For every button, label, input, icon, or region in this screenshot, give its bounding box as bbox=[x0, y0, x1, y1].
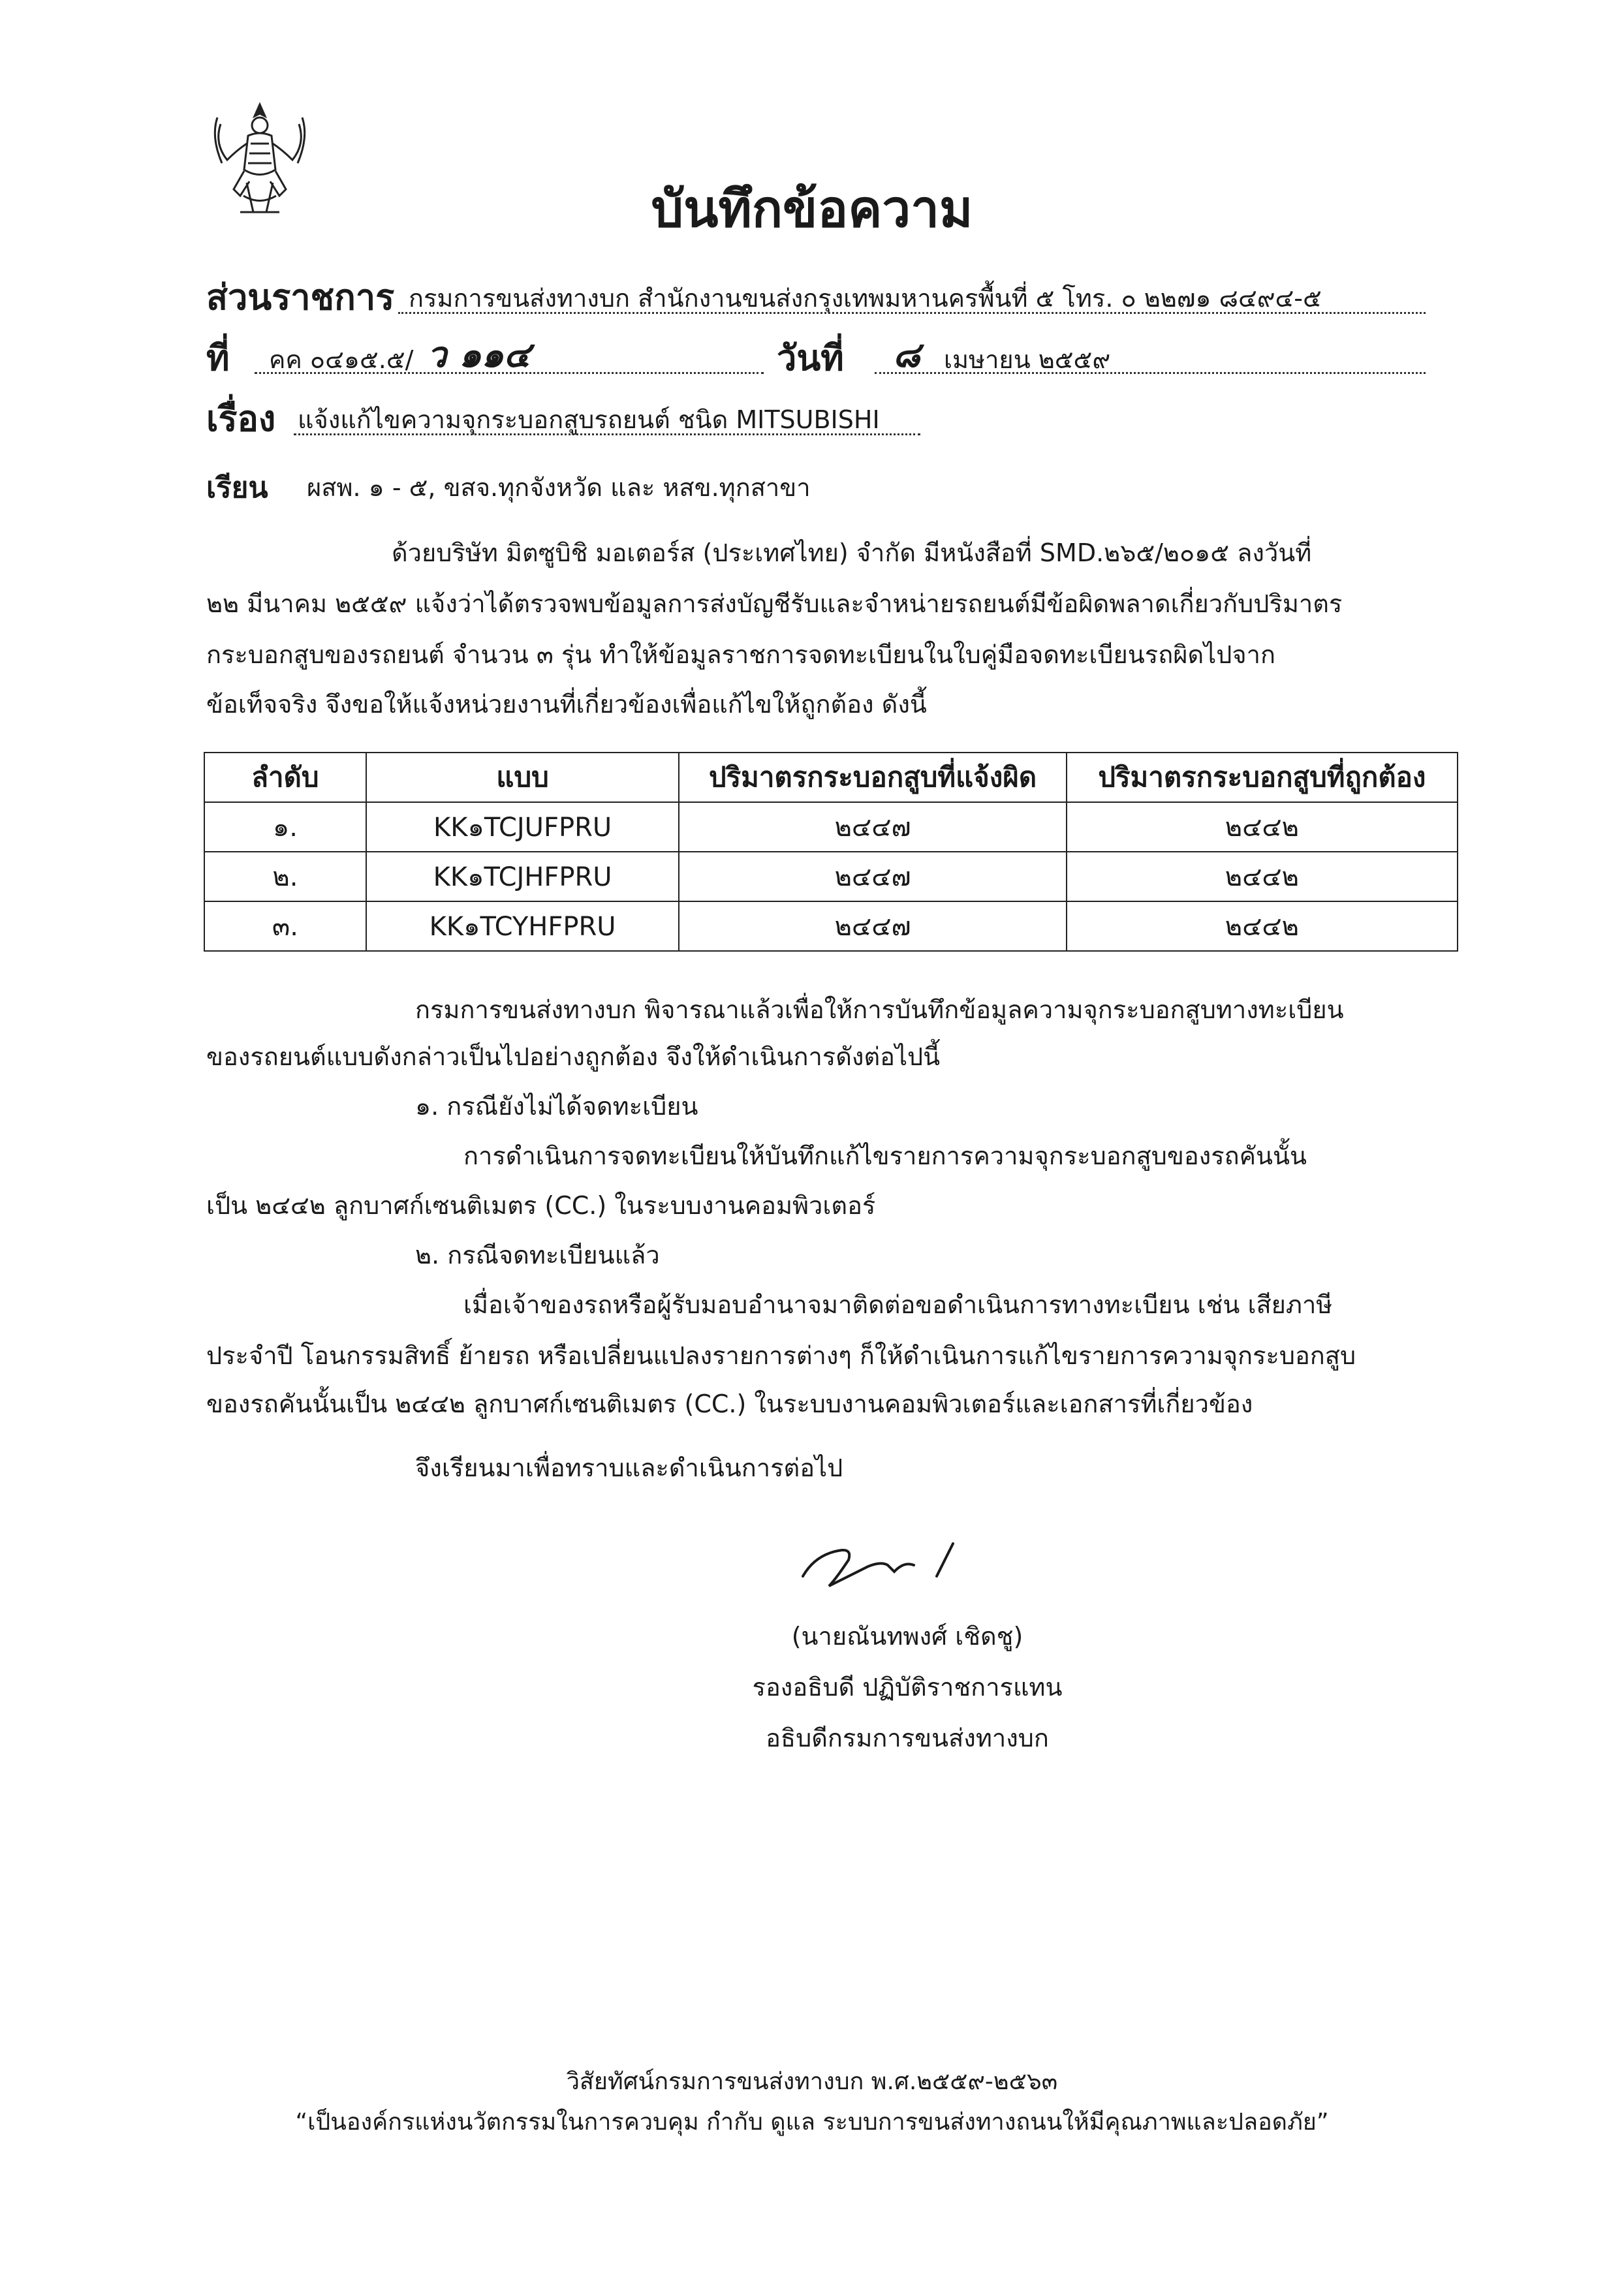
date-label: วันที่ bbox=[777, 337, 844, 379]
ref-dotted-line bbox=[255, 372, 764, 374]
column-header-model: แบบ bbox=[366, 753, 679, 802]
footer-slogan: “เป็นองค์กรแห่งนวัตกรรมในการควบคุม กำกับ ดูแล ระบบการขนส่งทางถนนให้มีคุณภาพและปลอดภัย” bbox=[295, 2109, 1329, 2136]
case2-line2: ประจำปี โอนกรรมสิทธิ์ ย้ายรถ หรือเปลี่ยนแปลงรายการต่างๆ ก็ให้ดำเนินการแก้ไขรายการความจุกระบอกสูบ bbox=[206, 1341, 1356, 1370]
case1-heading: ๑. กรณียังไม่ได้จดทะเบียน bbox=[415, 1092, 698, 1121]
para1-line3: กระบอกสูบของรถยนต์ จำนวน ๓ รุ่น ทำให้ข้อมูลราชการจดทะเบียนในใบคู่มือจดทะเบียนรถผิดไปจาก bbox=[206, 640, 1275, 669]
subject-dotted-line bbox=[294, 433, 920, 435]
column-header-order: ลำดับ bbox=[204, 753, 366, 802]
subject-value: แจ้งแก้ไขความจุกระบอกสูบรถยนต์ ชนิด MITSUBISHI bbox=[298, 405, 880, 434]
table-cell-wrong-capacity: ๒๔๔๗ bbox=[679, 852, 1066, 901]
signatory-name: (นายณันทพงศ์ เชิดชู) bbox=[791, 1622, 1023, 1651]
case2-line3: ของรถคันนั้นเป็น ๒๔๔๒ ลูกบาศก์เซนติเมตร (CC.) ในระบบงานคอมพิวเตอร์และเอกสารที่เกี่ยวข้อง bbox=[206, 1390, 1253, 1418]
date-dotted-line bbox=[875, 372, 1426, 374]
column-header-correct-capacity: ปริมาตรกระบอกสูบที่ถูกต้อง bbox=[1067, 753, 1458, 802]
date-value: เมษายน ๒๕๕๙ bbox=[944, 345, 1111, 374]
table-cell-wrong-capacity: ๒๔๔๗ bbox=[679, 901, 1066, 951]
subject-label: เรื่อง bbox=[206, 398, 276, 439]
date-handwritten-day: ๘ bbox=[893, 334, 920, 375]
closing-text: จึงเรียนมาเพื่อทราบและดำเนินการต่อไป bbox=[415, 1454, 843, 1482]
para2-line2: ของรถยนต์แบบดังกล่าวเป็นไปอย่างถูกต้อง จึงให้ดำเนินการดังต่อไปนี้ bbox=[206, 1042, 941, 1071]
case2-line1: เมื่อเจ้าของรถหรือผู้รับมอบอำนาจมาติดต่อขอดำเนินการทางทะเบียน เช่น เสียภาษี bbox=[463, 1290, 1333, 1319]
para1-line4: ข้อเท็จจริง จึงขอให้แจ้งหน่วยงานที่เกี่ยวข้องเพื่อแก้ไขให้ถูกต้อง ดังนี้ bbox=[206, 690, 927, 719]
cylinder-capacity-table bbox=[204, 752, 1458, 952]
table-cell-order: ๑. bbox=[204, 802, 366, 852]
table-cell-model: KK๑TCJUFPRU bbox=[366, 802, 679, 852]
table-row bbox=[204, 852, 1458, 901]
agency-dotted-line bbox=[398, 312, 1426, 314]
footer-vision: วิสัยทัศน์กรมการขนส่งทางบก พ.ศ.๒๕๕๙-๒๕๖๓ bbox=[566, 2068, 1058, 2095]
para1-line1: ด้วยบริษัท มิตซูบิชิ มอเตอร์ส (ประเทศไทย) จำกัด มีหนังสือที่ SMD.๒๖๕/๒๐๑๕ ลงวันที่ bbox=[392, 538, 1312, 567]
column-header-wrong-capacity: ปริมาตรกระบอกสูบที่แจ้งผิด bbox=[679, 753, 1066, 802]
table-row bbox=[204, 901, 1458, 951]
table-cell-order: ๒. bbox=[204, 852, 366, 901]
table-cell-correct-capacity: ๒๔๔๒ bbox=[1067, 901, 1458, 951]
table-cell-model: KK๑TCYHFPRU bbox=[366, 901, 679, 951]
case2-heading: ๒. กรณีจดทะเบียนแล้ว bbox=[415, 1241, 660, 1269]
ref-handwritten-number: ว ๑๑๔ bbox=[427, 334, 531, 375]
table-row bbox=[204, 802, 1458, 852]
case1-line2: เป็น ๒๔๔๒ ลูกบาศก์เซนติเมตร (CC.) ในระบบงานคอมพิวเตอร์ bbox=[206, 1191, 876, 1220]
ref-label: ที่ bbox=[206, 337, 230, 379]
ref-value: คค ๐๔๑๕.๕/ bbox=[269, 345, 414, 374]
table-cell-correct-capacity: ๒๔๔๒ bbox=[1067, 852, 1458, 901]
agency-label: ส่วนราชการ bbox=[206, 277, 395, 318]
agency-value: กรมการขนส่งทางบก สำนักงานขนส่งกรุงเทพมหานครพื้นที่ ๕ โทร. ๐ ๒๒๗๑ ๘๔๙๔-๕ bbox=[409, 284, 1322, 313]
table-cell-model: KK๑TCJHFPRU bbox=[366, 852, 679, 901]
case1-line1: การดำเนินการจดทะเบียนให้บันทึกแก้ไขรายการความจุกระบอกสูบของรถคันนั้น bbox=[463, 1142, 1307, 1170]
document-title: บันทึกข้อความ bbox=[651, 180, 973, 239]
para1-line2: ๒๒ มีนาคม ๒๕๕๙ แจ้งว่าได้ตรวจพบข้อมูลการส่งบัญชีรับและจำหน่ายรถยนต์มีข้อผิดพลาดเกี่ยวกับปริมาตร bbox=[206, 589, 1343, 618]
signatory-position-2: อธิบดีกรมการขนส่งทางบก bbox=[766, 1724, 1049, 1752]
table-cell-order: ๓. bbox=[204, 901, 366, 951]
to-value: ผสพ. ๑ - ๕, ขสจ.ทุกจังหวัด และ หสข.ทุกสาขา bbox=[307, 473, 811, 502]
para2-line1: กรมการขนส่งทางบก พิจารณาแล้วเพื่อให้การบันทึกข้อมูลความจุกระบอกสูบทางทะเบียน bbox=[415, 995, 1344, 1024]
table-header-row bbox=[204, 753, 1458, 802]
table-cell-correct-capacity: ๒๔๔๒ bbox=[1067, 802, 1458, 852]
table-cell-wrong-capacity: ๒๔๔๗ bbox=[679, 802, 1066, 852]
signatory-position-1: รองอธิบดี ปฏิบัติราชการแทน bbox=[752, 1673, 1063, 1702]
to-label: เรียน bbox=[206, 471, 268, 505]
handwritten-signature-icon bbox=[790, 1514, 999, 1599]
